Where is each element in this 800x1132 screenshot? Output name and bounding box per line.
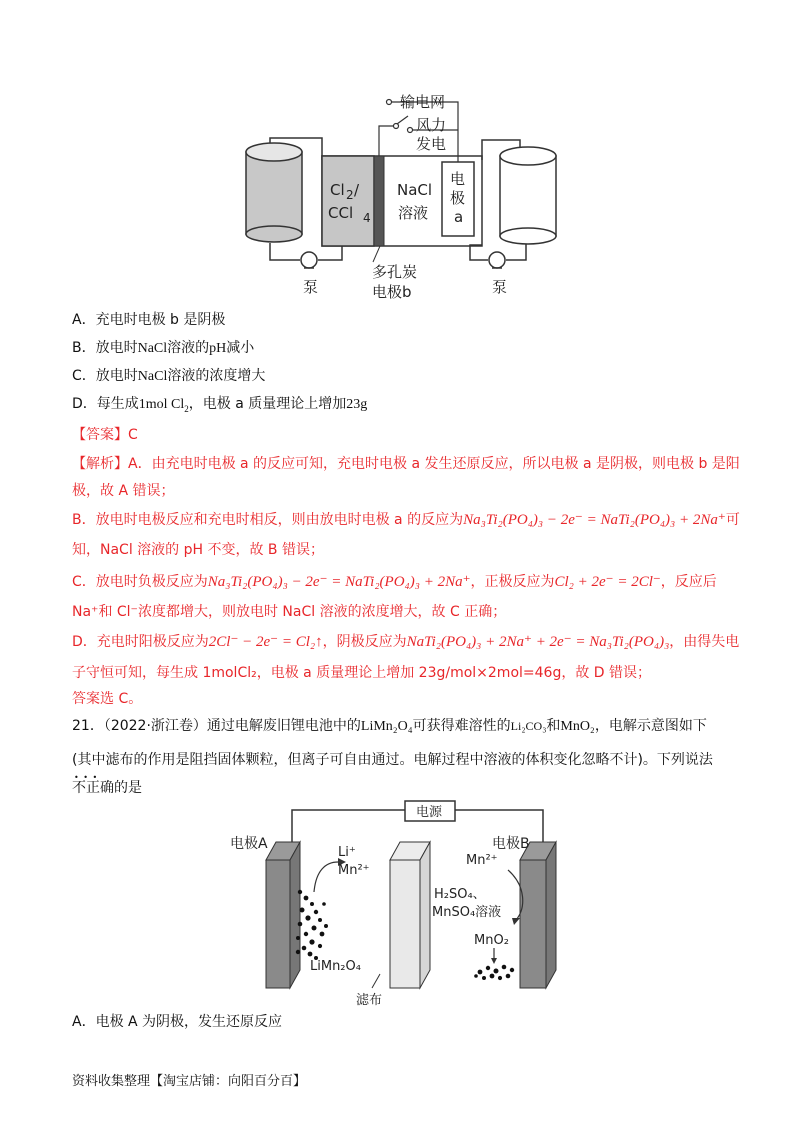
solution-label-2: MnSO₄溶液 xyxy=(432,905,502,920)
analysis-line-8: 子守恒可知，每生成 1molCl₂，电极 a 质量理论上增加 23g/mol×2mol=46g，故 D 错误； xyxy=(72,665,652,681)
carbon-label-2: 电极b xyxy=(372,283,412,301)
cl2-label: Cl xyxy=(330,181,345,199)
mno2-label: MnO₂ xyxy=(474,933,509,948)
solution-label-1: H₂SO₄、 xyxy=(434,887,486,902)
analysis-line-3: B．放电时电极反应和充电时相反，则由放电时电极 a 的反应为Na₃Ti₂(PO₄)₃ − 2e⁻ = NaTi₂(PO₄)₃ + 2Na⁺可 xyxy=(72,512,740,528)
electrode-b-label: 电极B xyxy=(492,836,530,852)
mno2-particles xyxy=(474,965,514,980)
nacl-label: NaCl xyxy=(397,181,433,199)
option21-a: A．电极 A 为阴极，发生还原反应 xyxy=(72,1014,283,1030)
mn-ion-label-b: Mn²⁺ xyxy=(466,853,498,868)
carbon-label-1: 多孔炭 xyxy=(372,263,418,281)
right-tank xyxy=(500,156,556,236)
electrode-b-plate xyxy=(520,860,546,988)
filter-label: 滤布 xyxy=(356,993,383,1008)
mn-ion-label-a: Mn²⁺ xyxy=(338,863,370,878)
ccl4-label: CCl xyxy=(328,204,354,222)
porous-carbon-electrode xyxy=(374,156,384,246)
footer: 资料收集整理【淘宝店铺：向阳百分百】 xyxy=(72,1074,307,1089)
battery-diagram xyxy=(230,90,570,305)
electrode-a-label-1: 电 xyxy=(450,170,466,188)
left-pump xyxy=(301,252,317,268)
electrode-a-label: 电极A xyxy=(230,836,268,852)
analysis-line-7: D．充电时阳极反应为2Cl⁻ − 2e⁻ = Cl₂↑，阴极反应为NaTi₂(PO₄)₃ + 2Na⁺ + 2e⁻ = Na₃Ti₂(PO₄)₃，由得失电 xyxy=(72,634,740,650)
limn2o4-particles xyxy=(296,890,328,960)
option-d: D．每生成1mol $Cl_2$，电极 a 质量理论上增加23g xyxy=(72,396,368,414)
analysis-line-9: 答案选 C。 xyxy=(72,691,143,707)
analysis-line-6: Na⁺和 Cl⁻浓度都增大，则放电时 NaCl 溶液的浓度增大，故 C 正确； xyxy=(72,604,507,620)
electrolysis-diagram xyxy=(230,800,570,1015)
power-label: 电源 xyxy=(416,805,443,820)
q21-line-2: (其中滤布的作用是阻挡固体颗粒，但离子可自由通过。电解过程中溶液的体积变化忽略不计)。下列说法 xyxy=(72,752,713,768)
answer-label: 【答案】C xyxy=(72,427,138,443)
right-pump xyxy=(489,252,505,268)
electrode-a-plate xyxy=(266,860,290,988)
analysis-line-5: C．放电时负极反应为Na₃Ti₂(PO₄)₃ − 2e⁻ = NaTi₂(PO₄)₃ + 2Na⁺，正极反应为Cl₂ + 2e⁻ = 2Cl⁻，反应后 xyxy=(72,574,717,590)
svg-text:/: / xyxy=(354,181,360,199)
limn2o4-label: LiMn₂O₄ xyxy=(310,959,361,974)
solution-label: 溶液 xyxy=(398,204,429,222)
grid-label: 输电网 xyxy=(400,93,446,111)
q21-line-3: • • • 不正确的是 xyxy=(72,778,732,798)
pump-label-right: 泵 xyxy=(492,278,508,296)
wind-label-1: 风力 xyxy=(416,116,447,134)
electrode-a-label-2: 极 xyxy=(450,189,466,207)
analysis-line-4: 知，NaCl 溶液的 pH 不变，故 B 错误； xyxy=(72,542,324,558)
pump-label-left: 泵 xyxy=(303,278,319,296)
wind-label-2: 发电 xyxy=(416,135,447,153)
option-c: C．放电时NaCl溶液的浓度增大 xyxy=(72,368,266,384)
left-tank xyxy=(246,152,302,234)
option-b: B．放电时NaCl溶液的pH减小 xyxy=(72,340,255,356)
li-ion-label: Li⁺ xyxy=(338,845,356,860)
filter-cloth xyxy=(390,860,420,988)
option-a: A．充电时电极 b 是阴极 xyxy=(72,312,226,328)
analysis-line-1: 【解析】A．由充电时电极 a 的反应可知，充电时电极 a 发生还原反应，所以电极 a 是阴极，则电极 b 是阳 xyxy=(72,456,740,472)
electrode-a-label-3: a xyxy=(454,208,464,226)
svg-text:2: 2 xyxy=(346,188,354,202)
q21-line-1: 21．（2022·浙江卷）通过电解废旧锂电池中的LiMn₂O₄可获得难溶性的Li₂CO₃和MnO₂，电解示意图如下 xyxy=(72,718,707,734)
svg-text:4: 4 xyxy=(363,211,371,225)
analysis-line-2: 极，故 A 错误； xyxy=(72,483,175,499)
